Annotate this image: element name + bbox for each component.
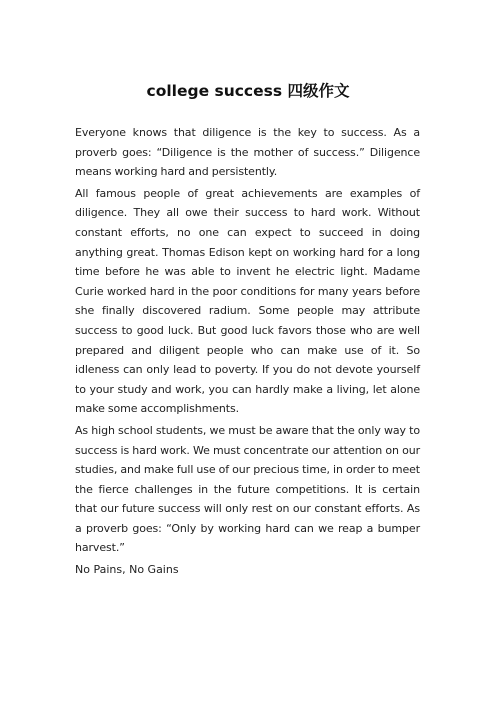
- paragraph-conclusion: As high school students, we must be aware that the only way to success is hard work. We must concentrate our attention on our studies, and make full use of our precious time, in order to meet the fierce challenges in the future competitions. It is certain that our future success will only rest on our constant efforts. As a proverb goes: “Only by working hard can we reap a bumper harvest.”: [75, 423, 420, 555]
- paragraph-examples: All famous people of great achievements are examples of diligence. They all owe their success to hard work. Without constant efforts, no one can expect to succeed in doing anything great. Thomas Edison kept on working hard for a long time before he was able to invent he electric light. Madame Curie worked hard in the poor conditions for many years before she finally discovered radium. Some people may attribute success to good luck. But good luck favors those who are well prepared and diligent people who can make use of it. So idleness can only lead to poverty. If you do not devote yourself to your study and work, you can hardly make a living, let alone make some accomplishments.: [75, 186, 420, 416]
- closing-line: No Pains, No Gains: [75, 563, 179, 577]
- paragraph-intro: Everyone knows that diligence is the key to success. As a proverb goes: “Diligence is the mother of success.” Diligence means working hard and persistently.: [75, 126, 420, 179]
- essay-body: [75, 123, 420, 580]
- page-title: college success 四级作文: [146, 82, 350, 100]
